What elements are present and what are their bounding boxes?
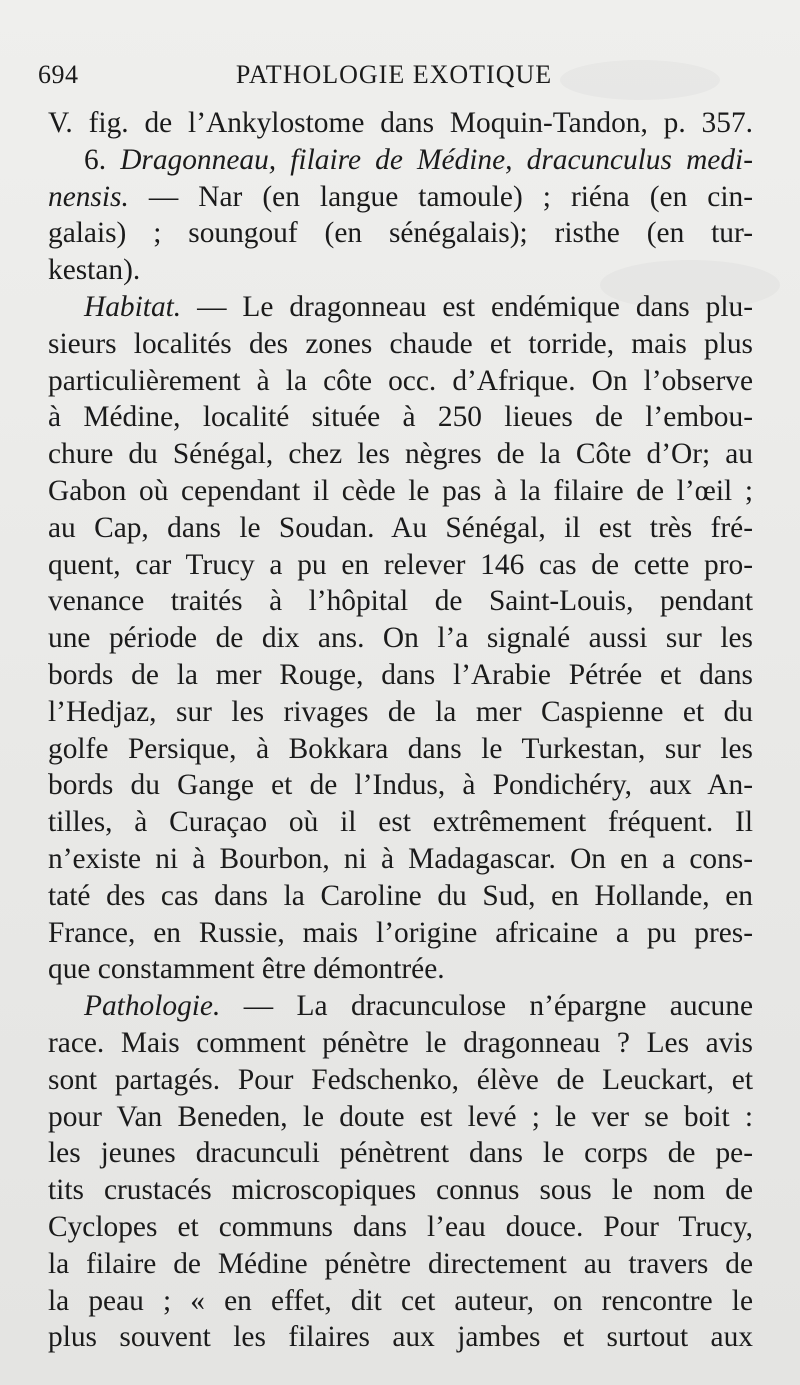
text-line — [48, 547, 753, 584]
text-segment: sont partagés. Pour Fedschenko, élève de Leuckart, et — [48, 1063, 753, 1096]
text-line — [48, 1062, 753, 1099]
text-segment: France, en Russie, mais l’origine africaine a pu pres- — [48, 916, 753, 949]
text-segment: bords de la mer Rouge, dans l’Arabie Pétrée et dans — [48, 658, 753, 691]
text-line — [48, 252, 753, 289]
text-line — [48, 363, 753, 400]
text-segment: particulièrement à la côte occ. d’Afrique. On l’observe — [48, 364, 753, 397]
text-segment: tilles, à Curaçao où il est extrêmement fréquent. Il — [48, 806, 753, 839]
text-segment: n’existe ni à Bourbon, ni à Madagascar. On en a cons- — [48, 842, 753, 875]
text-segment: venance traités à l’hôpital de Saint-Louis, pendant — [48, 585, 753, 618]
text-segment: — La dracunculose n’épargne aucune — [220, 990, 753, 1023]
text-segment: 6. — [84, 143, 121, 176]
text-segment: pour Van Beneden, le doute est levé ; le ver se boit : — [48, 1100, 753, 1133]
text-segment: tits crustacés microscopiques connus sous le nom de — [48, 1174, 753, 1207]
text-segment: quent, car Trucy a pu en relever 146 cas de cette pro- — [48, 548, 753, 581]
text-line — [48, 436, 753, 473]
page-number: 694 — [38, 60, 79, 89]
text-line — [48, 215, 753, 252]
text-segment: sieurs localités des zones chaude et torride, mais plus — [48, 327, 753, 360]
text-segment: la filaire de Médine pénètre directement au travers de — [48, 1247, 753, 1280]
text-segment: galais) ; soungouf (en sénégalais); risthe (en tur- — [48, 217, 753, 250]
text-segment: — Le dragonneau est endémique dans plu- — [181, 290, 753, 323]
text-line — [48, 473, 753, 510]
text-line — [48, 399, 753, 436]
text-line — [48, 988, 753, 1025]
text-line — [48, 1283, 753, 1320]
text-segment: — Nar (en langue tamoule) ; riéna (en cin- — [128, 180, 753, 213]
text-line — [48, 841, 753, 878]
text-line — [48, 326, 753, 363]
text-line — [48, 804, 753, 841]
text-line — [48, 142, 753, 179]
text-line — [48, 1172, 753, 1209]
text-line — [48, 1099, 753, 1136]
italic-text: nensis. — [48, 180, 129, 213]
running-header — [38, 60, 750, 96]
text-segment: l’Hedjaz, sur les rivages de la mer Caspienne et du — [48, 695, 753, 728]
text-segment: golfe Persique, à Bokkara dans le Turkestan, sur les — [48, 732, 753, 765]
text-line — [48, 1319, 753, 1356]
text-line — [48, 583, 753, 620]
text-line — [48, 510, 753, 547]
text-line — [48, 1246, 753, 1283]
running-title: PATHOLOGIE EXOTIQUE — [235, 60, 553, 89]
text-line — [48, 105, 753, 142]
text-line — [48, 1209, 753, 1246]
text-segment: kestan). — [48, 254, 141, 287]
text-line — [48, 694, 753, 731]
body-text — [48, 105, 753, 1356]
text-line — [48, 657, 753, 694]
text-line — [48, 1025, 753, 1062]
italic-text: Dragonneau, filaire de Médine, dracunculus medi- — [120, 143, 753, 176]
italic-text: Pathologie. — [84, 990, 221, 1023]
text-segment: race. Mais comment pénètre le dragonneau ? Les avis — [48, 1026, 753, 1059]
text-segment: V. fig. de l’Ankylostome dans Moquin-Tandon, p. 357. — [48, 107, 753, 139]
text-segment: Gabon où cependant il cède le pas à la filaire de l’œil ; — [48, 474, 753, 507]
text-segment: au Cap, dans le Soudan. Au Sénégal, il est très fré- — [48, 511, 753, 544]
text-segment: que constamment être démontrée. — [48, 953, 445, 986]
text-segment: la peau ; « en effet, dit cet auteur, on rencontre le — [48, 1284, 753, 1317]
italic-text: Habitat. — [84, 290, 182, 323]
text-line — [48, 179, 753, 216]
text-segment: les jeunes dracunculi pénètrent dans le corps de pe- — [48, 1137, 753, 1170]
text-segment: Cyclopes et communs dans l’eau douce. Pour Trucy, — [48, 1210, 753, 1243]
text-line — [48, 951, 753, 988]
text-segment: taté des cas dans la Caroline du Sud, en Hollande, en — [48, 879, 753, 912]
text-line — [48, 1135, 753, 1172]
text-segment: bords du Gange et de l’Indus, à Pondichéry, aux An- — [48, 769, 753, 802]
text-line — [48, 767, 753, 804]
text-line — [48, 915, 753, 952]
text-segment: une période de dix ans. On l’a signalé aussi sur les — [48, 622, 753, 655]
text-segment: plus souvent les filaires aux jambes et surtout aux — [48, 1321, 753, 1354]
text-line — [48, 878, 753, 915]
text-segment: à Médine, localité située à 250 lieues de l’embou- — [48, 401, 753, 434]
text-line — [48, 731, 753, 768]
text-segment: chure du Sénégal, chez les nègres de la Côte d’Or; au — [48, 438, 753, 471]
text-line — [48, 289, 753, 326]
text-line — [48, 620, 753, 657]
